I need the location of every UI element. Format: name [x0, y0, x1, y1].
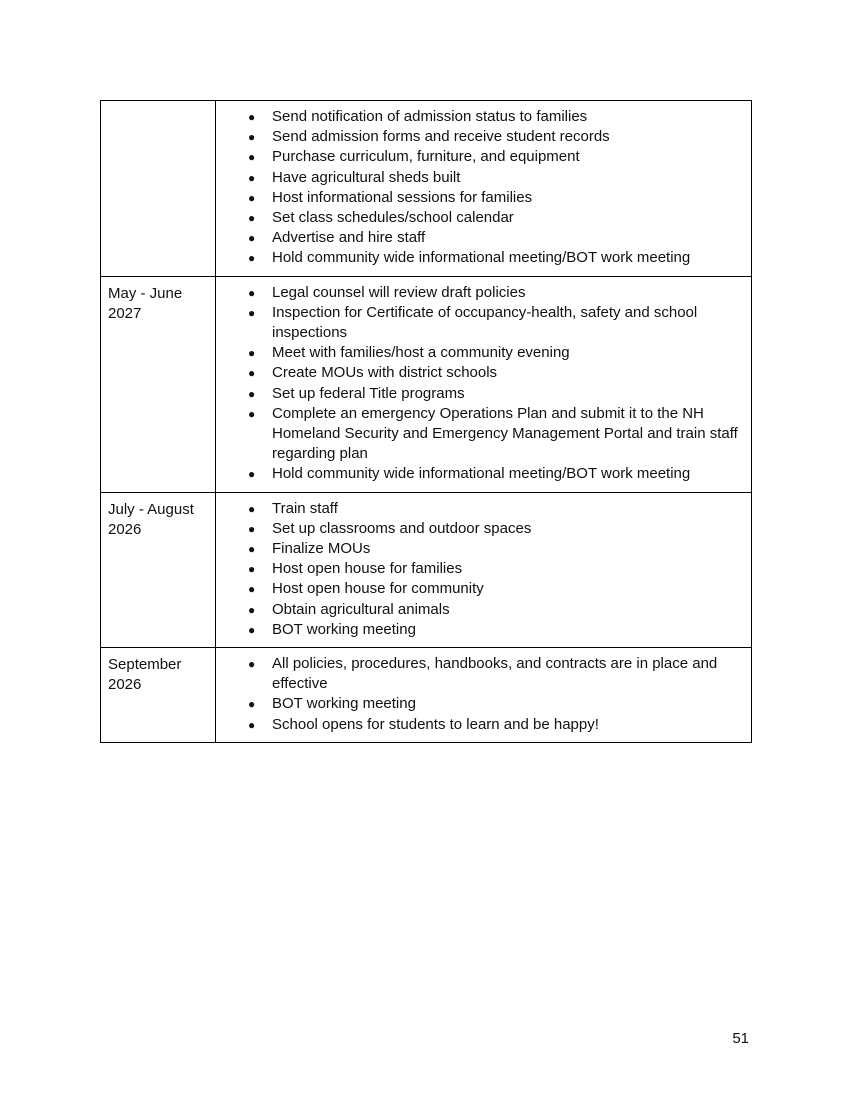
timeline-table: [100, 100, 752, 743]
date-cell: [101, 101, 216, 277]
list-item: ● Set up federal Title programs: [272, 384, 743, 404]
tasks-cell: [216, 492, 752, 647]
list-item: ● All policies, procedures, handbooks, and contracts are in place and effective: [272, 654, 743, 694]
table-row: [101, 101, 752, 277]
tasks-cell: [216, 101, 752, 277]
list-item: ● Host open house for families: [272, 559, 743, 579]
list-item: ● Send admission forms and receive student records: [272, 127, 743, 147]
list-item: ● School opens for students to learn and be happy!: [272, 715, 743, 735]
task-list: [216, 499, 743, 640]
list-item: ● Finalize MOUs: [272, 539, 743, 559]
list-item: ● Send notification of admission status to families: [272, 107, 743, 127]
date-cell: July - August 2026: [101, 492, 216, 647]
list-item: ● Meet with families/host a community evening: [272, 343, 743, 363]
list-item: ● Hold community wide informational meeting/BOT work meeting: [272, 464, 743, 484]
list-item: ● Host informational sessions for families: [272, 188, 743, 208]
tasks-cell: [216, 648, 752, 743]
task-list: [216, 107, 743, 269]
list-item: ● Set class schedules/school calendar: [272, 208, 743, 228]
list-item: ● Advertise and hire staff: [272, 228, 743, 248]
task-list: [216, 283, 743, 485]
list-item: ● Inspection for Certificate of occupancy-health, safety and school inspections: [272, 303, 743, 343]
date-cell: September 2026: [101, 648, 216, 743]
list-item: ● BOT working meeting: [272, 620, 743, 640]
list-item: ● Purchase curriculum, furniture, and equipment: [272, 147, 743, 167]
date-cell: May - June 2027: [101, 276, 216, 492]
table-row: [101, 492, 752, 647]
list-item: ● Have agricultural sheds built: [272, 168, 743, 188]
list-item: ● Train staff: [272, 499, 743, 519]
list-item: ● BOT working meeting: [272, 694, 743, 714]
list-item: ● Obtain agricultural animals: [272, 600, 743, 620]
task-list: [216, 654, 743, 735]
list-item: ● Complete an emergency Operations Plan and submit it to the NH Homeland Security and Emergency Management Portal and train staff regarding plan: [272, 404, 743, 465]
list-item: ● Legal counsel will review draft policies: [272, 283, 743, 303]
list-item: ● Create MOUs with district schools: [272, 363, 743, 383]
tasks-cell: [216, 276, 752, 492]
page-number: 51: [732, 1030, 749, 1047]
list-item: ● Set up classrooms and outdoor spaces: [272, 519, 743, 539]
list-item: ● Hold community wide informational meeting/BOT work meeting: [272, 248, 743, 268]
table-row: [101, 648, 752, 743]
list-item: ● Host open house for community: [272, 579, 743, 599]
table-row: [101, 276, 752, 492]
